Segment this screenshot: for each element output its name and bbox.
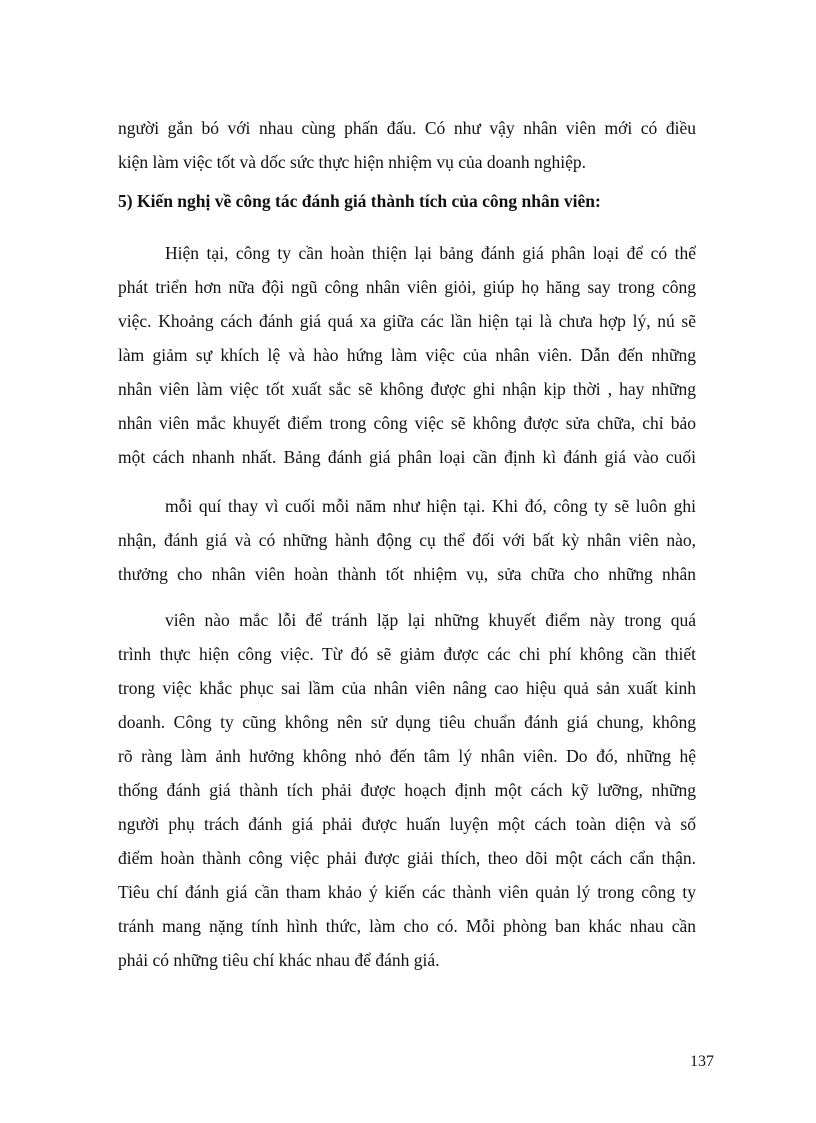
- text-line: nhân viên làm việc tốt xuất sắc sẽ không được ghi nhận kịp thời , hay những: [118, 379, 696, 399]
- text-line: nhận, đánh giá và có những hành động cụ thể đối với bất kỳ nhân viên nào,: [118, 530, 696, 550]
- text-line: thưởng cho nhân viên hoàn thành tốt nhiệm vụ, sửa chữa cho những nhân: [118, 564, 696, 584]
- text-line: nhân viên mắc khuyết điểm trong công việc sẽ không được sửa chữa, chỉ bảo: [118, 413, 696, 433]
- text-line: điểm hoàn thành công việc phải được giải thích, theo dõi một cách cẩn thận.: [118, 848, 696, 868]
- page-number: 137: [690, 1053, 714, 1070]
- text-line: người phụ trách đánh giá phải được huấn luyện một cách toàn diện và số: [118, 814, 696, 834]
- section-heading: 5) Kiến nghị về công tác đánh giá thành tích của công nhân viên:: [118, 191, 601, 211]
- text-line: trình thực hiện công việc. Từ đó sẽ giảm được các chi phí không cần thiết: [118, 644, 696, 664]
- text-line: thống đánh giá thành tích phải được hoạch định một cách kỹ lưỡng, những: [118, 780, 696, 800]
- text-line: kiện làm việc tốt và dốc sức thực hiện nhiệm vụ của doanh nghiệp.: [118, 152, 587, 172]
- text-line: rõ ràng làm ảnh hưởng không nhỏ đến tâm lý nhân viên. Do đó, những hệ: [118, 746, 696, 766]
- text-line: phải có những tiêu chí khác nhau để đánh giá.: [118, 950, 440, 970]
- text-line: việc. Khoảng cách đánh giá quá xa giữa các lần hiện tại là chưa hợp lý, nú sẽ: [118, 311, 696, 331]
- text-line: doanh. Công ty cũng không nên sử dụng tiêu chuẩn đánh giá chung, không: [118, 712, 696, 732]
- paragraph-first-line: viên nào mắc lỗi để tránh lặp lại những khuyết điểm này trong quá: [165, 610, 696, 630]
- text-line: phát triển hơn nữa đội ngũ công nhân viên giỏi, giúp họ hăng say trong công: [118, 277, 696, 297]
- text-line: trong việc khắc phục sai lầm của nhân viên nâng cao hiệu quả sản xuất kinh: [118, 678, 696, 698]
- text-line: tránh mang nặng tính hình thức, làm cho có. Mỗi phòng ban khác nhau cần: [118, 916, 696, 936]
- text-line: người gắn bó với nhau cùng phấn đấu. Có như vậy nhân viên mới có điều: [118, 118, 696, 138]
- text-line: Tiêu chí đánh giá cần tham khảo ý kiến các thành viên quản lý trong công ty: [118, 882, 696, 902]
- text-line: một cách nhanh nhất. Bảng đánh giá phân loại cần định kì đánh giá vào cuối: [118, 447, 696, 467]
- text-line: làm giảm sự khích lệ và hào hứng làm việc của nhân viên. Dẫn đến những: [118, 345, 696, 365]
- paragraph-first-line: mỗi quí thay vì cuối mỗi năm như hiện tại. Khi đó, công ty sẽ luôn ghi: [165, 496, 696, 516]
- paragraph-first-line: Hiện tại, công ty cần hoàn thiện lại bảng đánh giá phân loại để có thể: [165, 243, 696, 263]
